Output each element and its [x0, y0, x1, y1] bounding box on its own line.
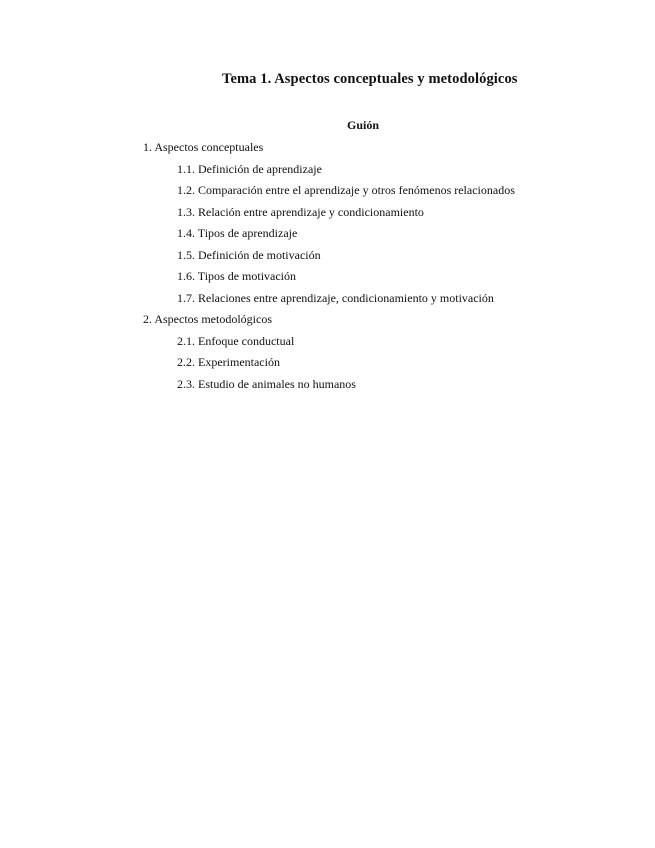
outline-item: 1.5. Definición de motivación — [177, 248, 321, 262]
outline-item: 1.1. Definición de aprendizaje — [177, 162, 322, 176]
outline-item: 1.4. Tipos de aprendizaje — [177, 226, 298, 240]
page-subtitle: Guión — [347, 118, 380, 132]
outline-item: 2.1. Enfoque conductual — [177, 334, 295, 348]
section-heading: 1. Aspectos conceptuales — [143, 140, 264, 154]
outline-item: 1.2. Comparación entre el aprendizaje y otros fenómenos relacionados — [177, 183, 515, 197]
outline-item: 1.3. Relación entre aprendizaje y condicionamiento — [177, 205, 424, 219]
outline-item: 1.7. Relaciones entre aprendizaje, condicionamiento y motivación — [177, 291, 494, 305]
outline-item: 2.3. Estudio de animales no humanos — [177, 377, 356, 391]
outline-item: 1.6. Tipos de motivación — [177, 269, 297, 283]
section-heading: 2. Aspectos metodológicos — [143, 312, 272, 326]
page-title: Tema 1. Aspectos conceptuales y metodológicos — [222, 71, 518, 87]
outline-item: 2.2. Experimentación — [177, 355, 280, 369]
